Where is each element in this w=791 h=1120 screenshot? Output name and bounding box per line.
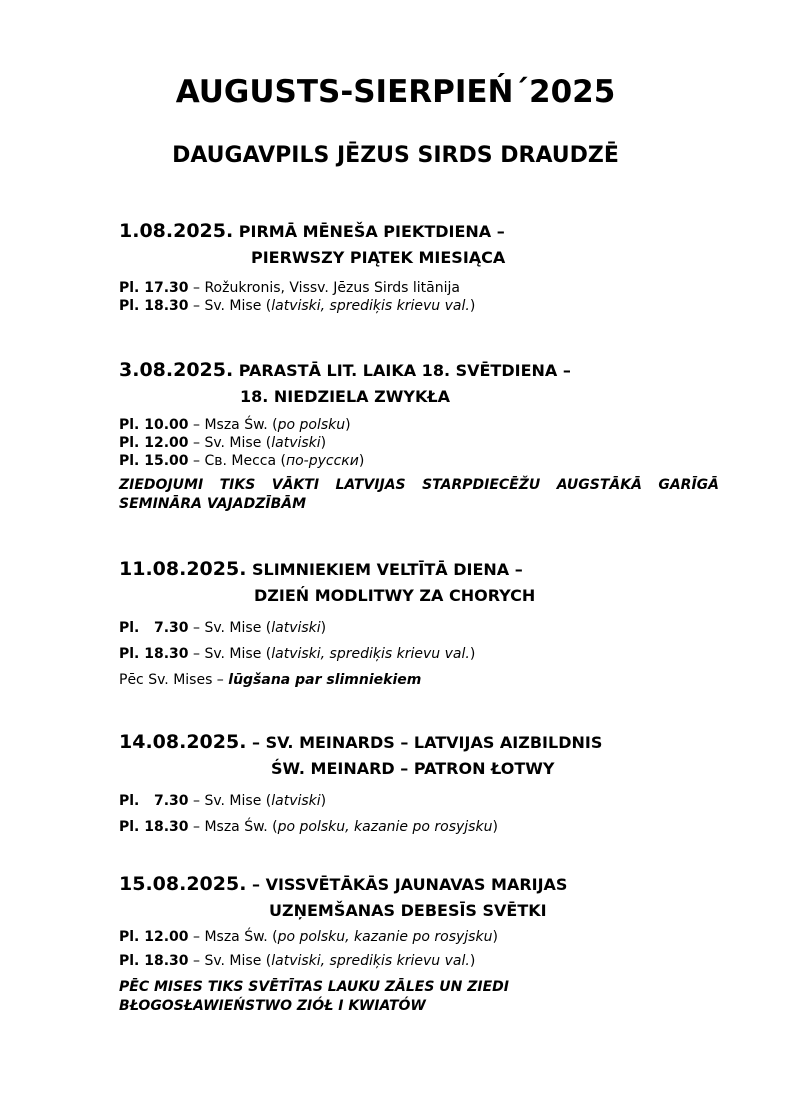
schedule-time: Pl. 12.00 xyxy=(119,929,189,945)
event-title-polish: ŚW. MEINARD – PATRON ŁOTWY xyxy=(271,759,555,778)
blessing-note-polish: BŁOGOSŁAWIEŃSTWO ZIÓŁ I KWIATÓW xyxy=(119,998,426,1014)
schedule-language: latviski, sprediķis krievu val. xyxy=(271,298,470,314)
event-date: 1.08.2025. xyxy=(119,220,234,242)
event-2025-08-11 xyxy=(119,556,729,689)
schedule-text: – Rožukronis, Vissv. Jēzus Sirds litānija xyxy=(188,280,460,296)
page-subtitle: DAUGAVPILS JĒZUS SIRDS DRAUDZĒ xyxy=(172,143,619,168)
page-title: AUGUSTS-SIERPIEŃ´2025 xyxy=(175,74,616,110)
schedule-text: – Msza Św. ( xyxy=(188,417,278,433)
schedule-text-end: ) xyxy=(320,793,327,809)
schedule-time: Pl. 17.30 xyxy=(119,280,189,296)
schedule-text: – Sv. Mise ( xyxy=(188,620,272,636)
schedule-text-end: ) xyxy=(469,646,476,662)
schedule-time: Pl. 10.00 xyxy=(119,417,189,433)
event-2025-08-03 xyxy=(119,357,729,514)
event-title-polish: DZIEŃ MODLITWY ZA CHORYCH xyxy=(254,586,536,605)
schedule-line xyxy=(119,619,729,637)
blessing-note: PĒC MISES TIKS SVĒTĪTAS LAUKU ZĀLES UN ZIEDI xyxy=(119,979,510,995)
schedule-language: po polsku, kazanie po rosyjsku xyxy=(277,819,493,835)
schedule-time: Pl. 7.30 xyxy=(119,793,189,809)
schedule-language: по-русски xyxy=(285,453,359,469)
schedule-time: Pl. 18.30 xyxy=(119,298,189,314)
event-2025-08-14 xyxy=(119,729,729,836)
schedule-language: po polsku, kazanie po rosyjsku xyxy=(277,929,493,945)
schedule-language: latviski xyxy=(271,435,321,451)
event-heading xyxy=(119,218,729,271)
schedule-line xyxy=(119,279,729,297)
after-mass-line xyxy=(119,671,729,689)
schedule-time: Pl. 7.30 xyxy=(119,620,189,636)
schedule-text-end: ) xyxy=(320,435,327,451)
event-date: 14.08.2025. xyxy=(119,731,247,753)
schedule-line xyxy=(119,297,729,315)
event-title-polish: UZŅEMŠANAS DEBESĪS SVĒTKI xyxy=(269,901,547,920)
schedule-text: – Sv. Mise ( xyxy=(188,298,272,314)
schedule-text: – Sv. Mise ( xyxy=(188,435,272,451)
schedule-time: Pl. 18.30 xyxy=(119,819,189,835)
event-heading xyxy=(119,556,729,609)
schedule-time: Pl. 15.00 xyxy=(119,453,189,469)
event-heading xyxy=(119,357,729,410)
schedule-text: – Sv. Mise ( xyxy=(188,646,272,662)
after-mass-prayer: lūgšana par slimniekiem xyxy=(228,672,422,688)
event-heading xyxy=(119,871,729,924)
schedule-text-end: ) xyxy=(320,620,327,636)
after-mass-prefix: Pēc Sv. Mises – xyxy=(119,672,229,688)
schedule-line xyxy=(119,818,729,836)
schedule-line xyxy=(119,416,729,434)
schedule-text: – Msza Św. ( xyxy=(188,819,278,835)
schedule-text-end: ) xyxy=(469,953,476,969)
schedule-language: po polsku xyxy=(277,417,346,433)
schedule-line xyxy=(119,645,729,663)
schedule-text-end: ) xyxy=(358,453,365,469)
schedule-line xyxy=(119,434,729,452)
schedule-time: Pl. 18.30 xyxy=(119,646,189,662)
collection-note: ZIEDOJUMI TIKS VĀKTI LATVIJAS STARPDIECĒŽU AUGSTĀKĀ GARĪGĀ SEMINĀRA VAJADZĪBĀM xyxy=(119,477,719,512)
schedule-text: – Св. Месса ( xyxy=(188,453,286,469)
schedule-text: – Msza Św. ( xyxy=(188,929,278,945)
schedule-line xyxy=(119,952,729,970)
schedule-language: latviski, sprediķis krievu val. xyxy=(271,646,470,662)
schedule-time: Pl. 18.30 xyxy=(119,953,189,969)
schedule-text-end: ) xyxy=(469,298,476,314)
schedule-text-end: ) xyxy=(492,819,498,835)
event-title: – VISSVĒTĀKĀS JAUNAVAS MARIJAS xyxy=(252,875,568,894)
event-title-polish: PIERWSZY PIĄTEK MIESIĄCA xyxy=(251,248,506,267)
event-title: – SV. MEINARDS – LATVIJAS AIZBILDNIS xyxy=(252,733,603,752)
event-date: 3.08.2025. xyxy=(119,359,234,381)
event-2025-08-01 xyxy=(119,218,729,315)
schedule-text: – Sv. Mise ( xyxy=(188,793,272,809)
event-title: SLIMNIEKIEM VELTĪTĀ DIENA – xyxy=(252,560,523,579)
schedule-text-end: ) xyxy=(492,929,498,945)
event-title: PIRMĀ MĒNEŠA PIEKTDIENA – xyxy=(238,222,505,241)
schedule-text-end: ) xyxy=(345,417,351,433)
schedule-time: Pl. 12.00 xyxy=(119,435,189,451)
schedule-language: latviski xyxy=(271,620,321,636)
schedule-line xyxy=(119,928,729,946)
event-title: PARASTĀ LIT. LAIKA 18. SVĒTDIENA – xyxy=(238,361,571,380)
event-title-polish: 18. NIEDZIELA ZWYKŁA xyxy=(240,387,450,406)
event-date: 15.08.2025. xyxy=(119,873,247,895)
schedule-language: latviski, sprediķis krievu val. xyxy=(271,953,470,969)
event-date: 11.08.2025. xyxy=(119,558,247,580)
schedule-language: latviski xyxy=(271,793,321,809)
event-2025-08-15 xyxy=(119,871,729,1016)
schedule-line xyxy=(119,452,729,470)
event-heading xyxy=(119,729,729,782)
schedule-line xyxy=(119,792,729,810)
schedule-text: – Sv. Mise ( xyxy=(188,953,272,969)
